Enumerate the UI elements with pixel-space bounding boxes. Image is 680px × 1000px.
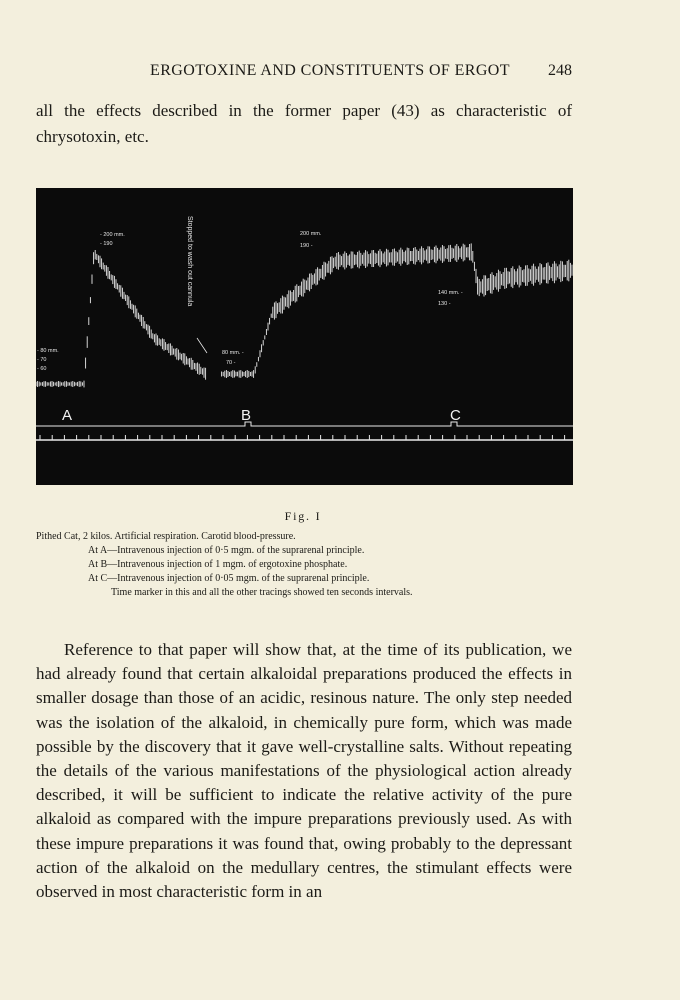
scale-label-c-130: 130 - — [438, 301, 451, 307]
figure-label: Fig. I — [284, 509, 322, 523]
vertical-note-pointer — [197, 338, 207, 353]
pressure-trace — [36, 243, 572, 387]
caption-line-a: At A—Intravenous injection of 0·5 mgm. of the suprarenal principle. — [88, 545, 365, 556]
scale-label-a-60: - 60 — [37, 366, 47, 372]
caption-line-b: At B—Intravenous injection of 1 mgm. of ergotoxine phosphate. — [88, 559, 348, 570]
body-paragraph — [36, 638, 572, 904]
scale-label-b-70: 70 - — [226, 360, 236, 366]
caption-line-c: At C—Intravenous injection of 0·05 mgm. of the suprarenal principle. — [88, 573, 370, 584]
vertical-note: Stopped to wash out cannula — [186, 216, 193, 307]
scale-label-a-80: - 80 mm. — [37, 348, 59, 354]
intro-paragraph — [36, 98, 572, 150]
intro-text: all the effects described in the former paper (43) as characteristic of chrysotoxin, etc. — [36, 101, 572, 146]
page-header — [88, 62, 572, 84]
scale-label-a-200: - 200 mm. — [100, 232, 125, 238]
blood-pressure-tracing — [36, 188, 573, 485]
marker-a: A — [62, 407, 73, 424]
scale-label-b-80: 80 mm. - — [222, 350, 244, 356]
injection-signal-line — [36, 422, 573, 426]
scale-label-a-70: - 70 — [37, 357, 47, 363]
scale-label-a-190: - 190 — [100, 241, 113, 247]
scale-label-b-190: 190 - — [300, 243, 313, 249]
running-title: ERGOTOXINE AND CONSTITUENTS OF ERGOT — [150, 62, 510, 79]
figure-caption — [36, 530, 576, 600]
marker-b: B — [241, 407, 252, 424]
tracing-svg — [36, 188, 573, 485]
scale-label-c-140: 140 mm. - — [438, 290, 463, 296]
caption-first-line: Pithed Cat, 2 kilos. Artificial respiration. Carotid blood-pressure. — [36, 531, 296, 542]
marker-c: C — [450, 407, 461, 424]
body-text: Reference to that paper will show that, at the time of its publication, we had already found that certain alkaloidal preparations produced the effects in smaller dosage than those of an acidic, resinous nature. The only step needed was the isolation of the alkaloid, in chemically pure form, which was made possible by the discovery that it gave well-crystalline salts. Without repeating the details of the various manifestations of the physiological action already described, it will be sufficient to indicate the relative activity of the pure alkaloid as compared with the impure preparations previously used. As with these impure preparations it was found that, owing probably to the depressant action of the alkaloid on the medullary centres, the stimulant effects were observed in most characteristic form in an — [36, 640, 572, 902]
page-number: 248 — [548, 62, 572, 79]
scale-label-b-200: 200 mm. — [300, 231, 322, 237]
caption-time-marker-line: Time marker in this and all the other tracings showed ten seconds intervals. — [111, 587, 413, 598]
